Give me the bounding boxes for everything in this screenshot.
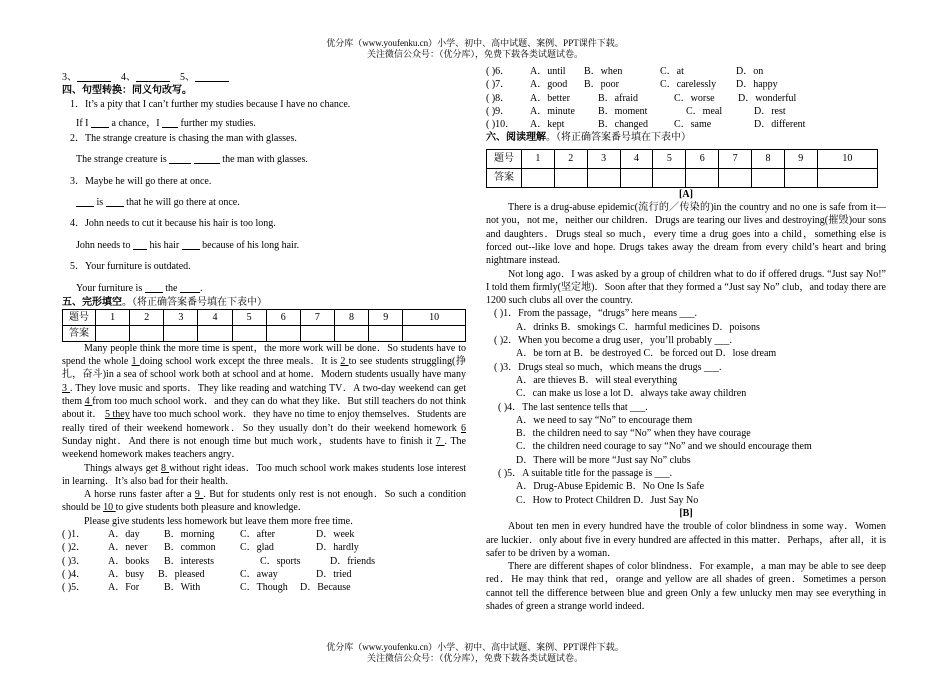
table-cell: 9 — [784, 149, 817, 168]
answer-cell[interactable] — [232, 325, 266, 341]
cloze-options-right — [486, 65, 886, 131]
option-row: ( )2． A．never B．common C．glad D．hardly — [62, 542, 359, 554]
header — [0, 38, 950, 60]
reading-q1: ( )1．From the passage，“drugs” here means ___. — [494, 308, 697, 320]
answer-cell[interactable] — [300, 325, 334, 341]
passage-b-label: [B] — [679, 507, 693, 519]
table-cell: 10 — [817, 149, 877, 168]
q5-rewrite: Your furniture is the . — [76, 283, 203, 295]
reading-q2-options: A．be torn at B．be destroyed C．be forced out D．lose dream — [516, 348, 777, 360]
reading-answer-table — [486, 149, 878, 188]
table-cell: 2 — [554, 149, 587, 168]
table-row — [63, 325, 466, 341]
cloze-options-left — [62, 528, 466, 594]
cloze-paragraph-4: Please give students less homework but leave them more free time． — [84, 515, 361, 527]
option-row: ( )1． A．day B．morning C．after D．week — [62, 529, 355, 541]
answer-cell[interactable] — [620, 168, 653, 187]
table-label: 答案 — [63, 325, 96, 341]
answer-cell[interactable] — [266, 325, 300, 341]
reading-q2: ( )2．When you become a drug user，you’ll probably ___. — [494, 335, 732, 347]
table-cell: 6 — [686, 149, 719, 168]
table-cell: 8 — [752, 149, 785, 168]
table-row — [63, 309, 466, 325]
section-4-title: 四、句型转换：同义句改写。 — [62, 85, 192, 97]
answer-blank — [195, 71, 229, 82]
table-cell: 6 — [266, 309, 300, 325]
left-column — [62, 71, 466, 595]
table-cell: 1 — [522, 149, 555, 168]
q4-rewrite: John needs to his hair because of his long hair. — [76, 239, 300, 251]
header-line-1: 优分库（www.youfenku.cn）小学、初中、高中试题、案例、PPT课件下载。 — [326, 38, 624, 48]
q3-rewrite: is that he will go there at once. — [76, 196, 466, 209]
table-label: 题号 — [63, 309, 96, 325]
answer-cell[interactable] — [752, 168, 785, 187]
cloze-answer-table — [62, 309, 466, 342]
option-row: ( )5． A．For B．With C．Though D．Because — [62, 582, 351, 594]
reading-q1-options: A．drinks B．smokings C．harmful medicines D．poisons — [516, 321, 760, 333]
passage-a-paragraph-2: Not long ago．I was asked by a group of children what to do if offered drugs. “Just say No!” I told them firmly(坚定地)．Soon after that they formed a “Just say No” club，and today there are 1200 such clubs all over the country. — [486, 268, 886, 307]
reading-q3-options-1: A．are thieves B．will steal everything — [516, 374, 678, 386]
answer-cell[interactable] — [369, 325, 403, 341]
answer-cell[interactable] — [719, 168, 752, 187]
footer-line-1: 优分库（www.youfenku.cn）小学、初中、高中试题、案例、PPT课件下载。 — [326, 642, 624, 652]
answer-cell[interactable] — [554, 168, 587, 187]
answer-cell[interactable] — [130, 325, 164, 341]
table-row — [487, 149, 878, 168]
q1-text: 1．It’s a pity that I can’t further my studies because I have no chance. — [70, 98, 351, 110]
answer-cell[interactable] — [334, 325, 368, 341]
q2-text: 2．The strange creature is chasing the man with glasses. — [70, 133, 297, 145]
answer-cell[interactable] — [653, 168, 686, 187]
reading-q4-option-d: D．There will be more “Just say No” clubs — [516, 454, 691, 466]
reading-q4-option-a: A．we need to say “No” to encourage them — [516, 414, 693, 426]
table-cell: 9 — [369, 309, 403, 325]
blank-5-label: 5、 — [180, 72, 195, 83]
option-row: ( )6． A．until B．when C．at D．on — [486, 66, 764, 77]
answer-cell[interactable] — [686, 168, 719, 187]
answer-cell[interactable] — [817, 168, 877, 187]
reading-q4-option-c: C．the children need courage to say “No” and we should encourage them — [516, 441, 812, 453]
answer-cell[interactable] — [164, 325, 198, 341]
reading-q4: ( )4．The last sentence tells that ___. — [498, 401, 648, 413]
table-cell: 2 — [130, 309, 164, 325]
reading-q5-options-2: C．How to Protect Children D．Just Say No — [516, 494, 699, 506]
section-5-title: 五、完形填空。（将正确答案番号填在下表中） — [62, 296, 267, 308]
option-row: ( )7． A．good B．poor C．carelessly D．happy — [486, 79, 778, 91]
passage-a-paragraph-1: There is a drug-abuse epidemic(流行的／传染的)in the country and no one is safe from it—not you，not me，neither our children．Drugs are tearing our lives and destroying(摧毁)our sons and daughters．Drugs steal so much，every time a drug goes into a child，something else is forced out--like love and hope. Drugs takes away the dream from every child’s heart and bring nightmare instead. — [486, 202, 886, 267]
footer-line-2: 关注微信公众号：（优分库），免费下载各类试题试卷。 — [366, 653, 583, 663]
table-label: 题号 — [487, 149, 522, 168]
option-row: ( )3． A．books B．interests C．sports D．friends — [62, 555, 375, 567]
option-row: ( )10． A．kept B．changed C．same D．different — [486, 119, 806, 131]
answer-blank — [136, 71, 170, 82]
q5-text: 5．Your furniture is outdated. — [70, 260, 191, 272]
table-cell: 1 — [96, 309, 130, 325]
blank-4-label: 4、 — [121, 72, 136, 83]
q1-rewrite: If I a chance，I further my studies. — [76, 117, 256, 129]
table-cell: 5 — [653, 149, 686, 168]
answer-cell[interactable] — [96, 325, 130, 341]
answer-cell[interactable] — [198, 325, 232, 341]
option-row: ( )4． A．busy B．pleased C．away D．tried — [62, 568, 352, 580]
passage-b-paragraph-1: About ten men in every hundred have the trouble of color blindness in some way．Women are luckier．only about five in every hundred are affected in this matter．Perhaps，after all，it is safer to be driven by a woman． — [486, 521, 886, 559]
table-label: 答案 — [487, 168, 522, 187]
table-cell: 8 — [334, 309, 368, 325]
reading-q5-options-1: A．Drug-Abuse Epidemic B．No One Is Safe — [516, 481, 705, 493]
reading-q4-option-b: B．the children need to say “No” when they have courage — [516, 428, 751, 440]
option-row: ( )9． A．minute B．moment C．meal D．rest — [486, 105, 786, 117]
answer-cell[interactable] — [784, 168, 817, 187]
cloze-paragraph-3: A horse runs faster after a 9 . But for students only rest is not enough．So such a condition should be 10 to give students both pleasure and knowledge． — [62, 489, 467, 514]
reading-q3: ( )3．Drugs steal so much，which means the drugs ___. — [494, 361, 722, 373]
right-column — [486, 65, 886, 613]
table-cell: 10 — [403, 309, 466, 325]
table-cell: 5 — [232, 309, 266, 325]
table-cell: 7 — [300, 309, 334, 325]
q2-rewrite: The strange creature is the man with glasses. — [76, 154, 308, 166]
answer-cell[interactable] — [403, 325, 466, 341]
table-row — [487, 168, 878, 187]
table-cell: 7 — [719, 149, 752, 168]
table-cell: 4 — [620, 149, 653, 168]
cloze-paragraph-2: Things always get 8 without right ideas．Too much school work makes students lose interest in learning．It’s also bad for their health． — [62, 462, 467, 487]
reading-q5: ( )5．A suitable title for the passage is ___. — [498, 468, 673, 480]
q4-text: 4．John needs to cut it because his hair is too long. — [70, 218, 276, 230]
header-line-2: 关注微信公众号：（优分库），免费下载各类试题试卷。 — [366, 49, 583, 59]
answer-cell[interactable] — [522, 168, 555, 187]
passage-a-label: [A] — [679, 188, 693, 200]
blank-3-label: 3、 — [62, 72, 77, 83]
answer-cell[interactable] — [587, 168, 620, 187]
answer-blank — [77, 71, 111, 82]
footer — [0, 642, 950, 664]
passage-b-paragraph-2: There are different shapes of color blindness．For example，a man may be able to see deep red．He may think that red，orange and yellow are all shades of green．Sometimes a person cannot tell the difference between blue and green Only a few unlucky men may see everything in shades of green a strange world indeed． — [486, 561, 886, 612]
q3-text: 3．Maybe he will go there at once. — [70, 175, 212, 187]
table-cell: 3 — [164, 309, 198, 325]
top-blanks-line — [62, 71, 466, 84]
table-cell: 3 — [587, 149, 620, 168]
cloze-paragraph-1: Many people think the more time is spent，the more work will be done．So students have to spend the whole 1 doing school work except the three meals．It is 2 to see students struggling(挣扎，奋斗)in a sea of school work both at school and at home．Modern students usually have many 3 . They love music and sports．They like reading and watching TV．A two-day weekend can get them 4 from too much school work．and they can do what they like．But still teachers do not think about it． 5 they have too much school work．they have no time to enjoy themselves．Students are really tired of their weekend homework．So they usually don’t do their weekend homework 6 Sunday night．And there is not enough time but much work，students have to finish it 7 . The weekend homework makes teachers angry． — [62, 342, 467, 461]
section-6-title: 六、阅读理解。（将正确答案番号填在下表中） — [486, 132, 691, 144]
table-cell: 4 — [198, 309, 232, 325]
reading-q3-options-2: C．can make us lose a lot D．always take away children — [516, 388, 747, 400]
option-row: ( )8． A．better B．afraid C．worse D．wonderful — [486, 92, 797, 104]
